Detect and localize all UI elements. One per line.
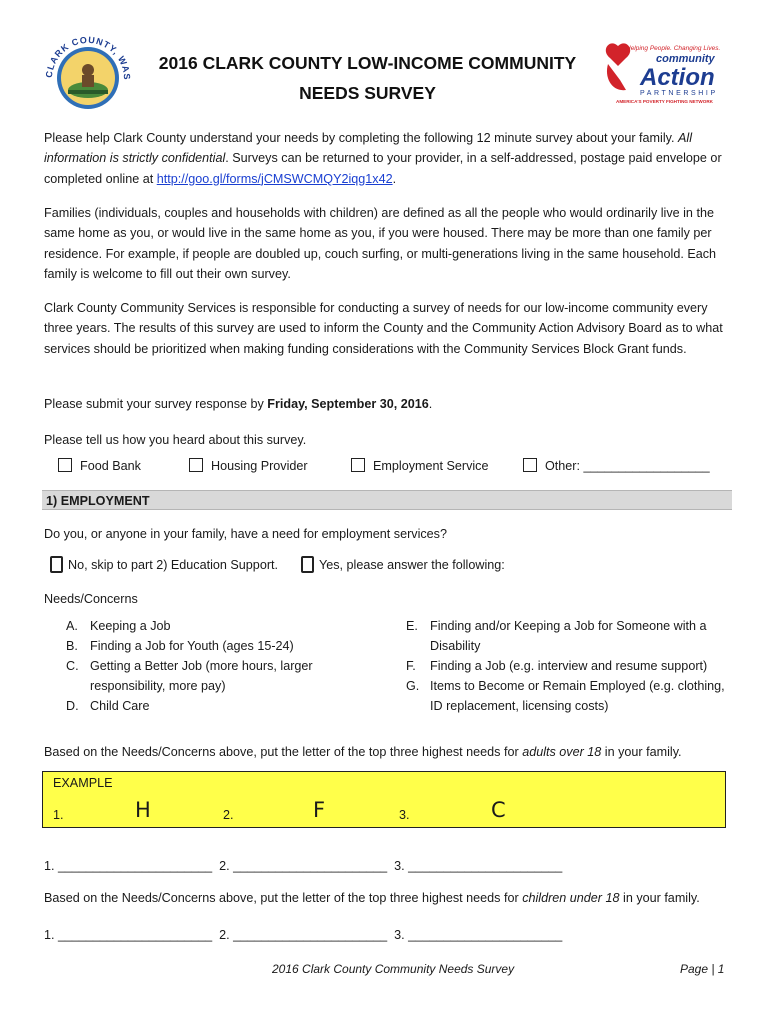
list-item: G. Items to Become or Remain Employed (e.g. clothing, ID replacement, licensing costs) xyxy=(406,679,725,713)
example-answer-1: H xyxy=(135,798,151,822)
footer-title: 2016 Clark County Community Needs Survey xyxy=(272,962,515,976)
list-item: A. Keeping a Job xyxy=(66,619,171,633)
example-answer-2: F xyxy=(313,798,326,822)
needs-list-right xyxy=(406,616,726,716)
checkbox[interactable] xyxy=(58,458,72,472)
logo-word-partnership: PARTNERSHIP xyxy=(640,90,718,97)
confidential-note: All information is strictly confidential xyxy=(44,131,692,166)
list-item: C. Getting a Better Job (more hours, larger responsibility, more pay) xyxy=(66,659,313,693)
example-answer-3: C xyxy=(491,798,506,822)
option-employment-service[interactable]: Employment Service xyxy=(351,458,488,476)
title-line-1: 2016 CLARK COUNTY LOW-INCOME COMMUNITY xyxy=(158,53,577,73)
deadline-text: Please submit your survey response by Friday, September 30, 2016. xyxy=(44,397,433,411)
list-item: D. Child Care xyxy=(66,699,150,713)
children-prompt: Based on the Needs/Concerns above, put the letter of the top three highest needs for children under 18 in your family. xyxy=(44,891,700,905)
list-item: B. Finding a Job for Youth (ages 15-24) xyxy=(66,639,294,653)
intro-paragraph: Please help Clark County understand your needs by completing the following 12 minute survey about your family. All information is strictly confidential. Surveys can be returned to your provider, in a self-addressed, postage paid envelope or completed online at http://goo.gl/forms/jCMSWCMQY2iqg1x42. xyxy=(44,131,722,186)
adults-prompt: Based on the Needs/Concerns above, put the letter of the top three highest needs for adults over 18 in your family. xyxy=(44,745,682,759)
checkbox[interactable] xyxy=(523,458,537,472)
heard-question: Please tell us how you heard about this survey. xyxy=(44,433,307,447)
list-item: E. Finding and/or Keeping a Job for Someone with a Disability xyxy=(406,619,707,653)
example-number-1: 1. xyxy=(53,808,64,822)
checkbox[interactable] xyxy=(189,458,203,472)
title-line-2: NEEDS SURVEY xyxy=(299,83,436,103)
seal-text: CLARK COUNTY, WAS xyxy=(43,34,133,81)
logo-word-community: community xyxy=(656,53,715,65)
deadline-date: Friday, September 30, 2016 xyxy=(267,397,429,411)
survey-link[interactable]: http://goo.gl/forms/jCMSWCMQY2iqg1x42 xyxy=(156,171,393,186)
community-action-logo xyxy=(604,40,732,110)
option-food-bank[interactable]: Food Bank xyxy=(58,458,141,476)
list-item: F. Finding a Job (e.g. interview and resume support) xyxy=(406,659,708,673)
logo-tagline: Helping People. Changing Lives. xyxy=(626,45,721,52)
purpose-paragraph: Clark County Community Services is responsible for conducting a survey of needs for our low-income community every three years. The results of this survey are used to inform the County and the Community Action Advisory Board as to what services should be prioritized when making funding considerations with the Community Services Block Grant funds. xyxy=(44,301,723,356)
checkbox[interactable] xyxy=(301,556,314,573)
example-number-2: 2. xyxy=(223,808,234,822)
family-definition-paragraph: Families (individuals, couples and households with children) are defined as all the people who would ordinarily live in the same home as you, or would live in the same home as you, if you were housed. There may be more than one family per residence. For example, if people are doubled up, couch surfing, or multi-generations living in the same household. Each family is welcome to fill out their own survey. xyxy=(44,206,717,282)
checkbox[interactable] xyxy=(351,458,365,472)
checkbox[interactable] xyxy=(50,556,63,573)
employment-question: Do you, or anyone in your family, have a need for employment services? xyxy=(44,527,447,541)
needs-label: Needs/Concerns xyxy=(44,592,138,606)
option-yes-employment[interactable]: Yes, please answer the following: xyxy=(301,554,505,576)
example-label: EXAMPLE xyxy=(53,776,113,790)
children-answer-blanks[interactable]: 1. ______________________ 2. ______________________ 3. ______________________ xyxy=(44,928,563,942)
logo-word-action: Action xyxy=(640,64,715,91)
option-no-employment[interactable]: No, skip to part 2) Education Support. xyxy=(50,554,278,576)
option-housing-provider[interactable]: Housing Provider xyxy=(189,458,308,476)
page-title xyxy=(120,48,615,108)
option-other[interactable]: Other: __________________ xyxy=(523,458,710,476)
page-number: Page | 1 xyxy=(680,962,725,976)
example-box xyxy=(42,771,726,828)
section-employment-header: 1) EMPLOYMENT xyxy=(42,490,732,510)
logo-network: AMERICA'S POVERTY FIGHTING NETWORK xyxy=(616,99,713,104)
needs-list-left xyxy=(66,616,346,716)
adults-answer-blanks[interactable]: 1. ______________________ 2. ______________________ 3. ______________________ xyxy=(44,859,563,873)
example-number-3: 3. xyxy=(399,808,410,822)
